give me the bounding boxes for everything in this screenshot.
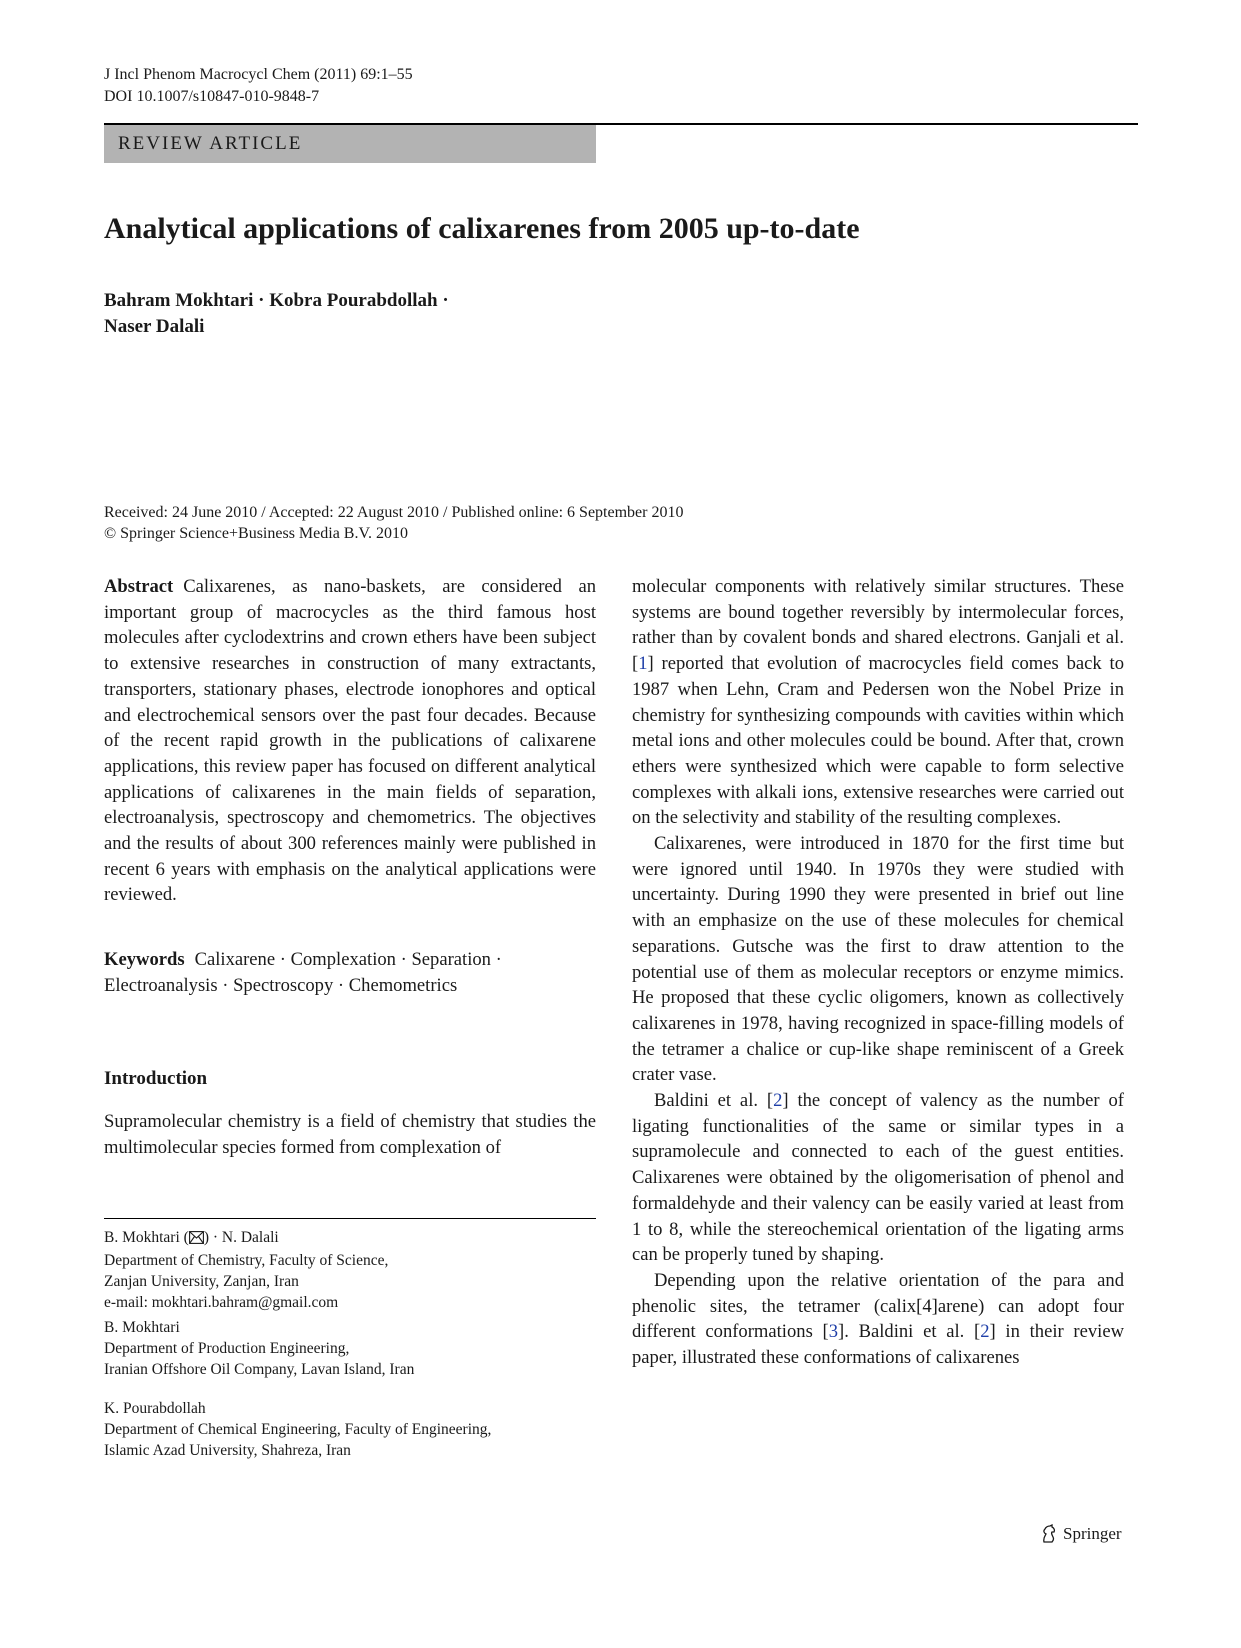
abstract-heading: Abstract [104,576,174,597]
springer-logo [1040,1524,1122,1544]
copyright-line: © Springer Science+Business Media B.V. 2010 [104,525,408,542]
paragraph-2: Calixarenes, were introduced in 1870 for the first time but were ignored until 1940. In 1970s they were studied with uncertainty. During 1990 they were presented in brief out line with an emphasize on the use of these molecules for chemical separations. Gutsche was the first to draw attention to the potential use of them as molecular receptors or enzyme mimics. He proposed that these cyclic oligomers, known as collectively calixarenes in 1978, having recognized in space-filling models of the tetramer a chalice or cup-like shape reminiscent of a Greek crater vase. [632,833,1124,1086]
author-list [104,288,449,340]
introduction-text: Supramolecular chemistry is a field of chemistry that studies the multimolecular species formed from complexation of [104,1111,596,1158]
author-email[interactable]: e-mail: mokhtari.bahram@gmail.com [104,1294,339,1311]
citation-link-3[interactable]: 3 [828,1321,839,1343]
doi-line: DOI 10.1007/s10847-010-9848-7 [104,88,320,105]
introduction-heading: Introduction [104,1068,208,1089]
paragraph-1: molecular components with relatively similar structures. These systems are bound together reversibly by intermolecular forces, rather than by covalent bonds and shared electrons. Ganjali et al. [1] reported that evolution of macrocycles field comes back to 1987 when Lehn, Cram and Pedersen won the Nobel Prize in chemistry for synthesizing compounds with cavities within which metal ions and other molecules could be bound. After that, crown ethers were synthesized which were capable to form selective complexes with alkali ions, extensive researches were carried out on the selectivity and stability of the resulting complexes. [632,576,1124,829]
abstract-block [104,574,596,908]
keywords-text: Calixarene · Complexation · Separation · Electroanalysis · Spectroscopy · Chemometrics [104,949,502,996]
article-title: Analytical applications of calixarenes from 2005 up-to-date [104,212,860,245]
citation-link-1[interactable]: 1 [638,653,648,675]
footnote-rule [104,1218,596,1219]
springer-horse-icon [1040,1524,1058,1544]
affiliation-3: K. Pourabdollah Department of Chemical Engineering, Faculty of Engineering, Islamic Azad University, Shahreza, Iran [104,1400,492,1459]
citation-link-2[interactable]: 2 [773,1090,783,1112]
affiliation-1: B. Mokhtari ( ) · N. Dalali Department of Chemistry, Faculty of Science, Zanjan University, Zanjan, Iran e-mail: mokhtari.bahram@gmail.com [104,1227,624,1313]
journal-line: J Incl Phenom Macrocycl Chem (2011) 69:1–55 [104,66,413,83]
abstract-text: Calixarenes, as nano-baskets, are considered an important group of macrocycles as the third famous host molecules after cyclodextrins and crown ethers have been subject to extensive researches in construction of many extractants, transporters, stationary phases, electrode ionophores and optical and electrochemical sensors over the past four decades. Because of the recent rapid growth in the publications of calixarene applications, this review paper has focused on different analytical applications of calixarenes in the main fields of separation, electroanalysis, spectroscopy and chemometrics. The objectives and the results of about 300 references mainly were published in recent 6 years with emphasis on the analytical applications were reviewed. [104,576,596,906]
paragraph-3: Baldini et al. [2] the concept of valency as the number of ligating functionalities of the same or similar types in a supramolecule and connected to each of the guest entities. Calixarenes were obtained by the oligomerisation of phenol and formaldehyde and their valency can be easily varied at least from 1 to 8, while the stereochemical orientation of the ligating arms can be properly tuned by shaping. [632,1090,1124,1266]
dates-line: Received: 24 June 2010 / Accepted: 22 August 2010 / Published online: 6 September 2010 [104,504,684,521]
journal-citation [104,64,413,108]
author-line-1: Bahram Mokhtari · Kobra Pourabdollah · [104,290,449,311]
citation-link-2b[interactable]: 2 [980,1321,990,1343]
article-type-banner: REVIEW ARTICLE [104,125,596,163]
author-line-2: Naser Dalali [104,316,205,337]
affiliation-2: B. Mokhtari Department of Production Engineering, Iranian Offshore Oil Company, Lavan Island, Iran [104,1319,415,1378]
paragraph-4: Depending upon the relative orientation of the para and phenolic sites, the tetramer (calix[4]arene) can adopt four different conformations [3]. Baldini et al. [2] in their review paper, illustrated these conformations of calixarenes [632,1269,1124,1369]
keywords-block [104,947,596,998]
publication-dates [104,502,683,544]
envelope-icon[interactable] [189,1229,204,1250]
keywords-heading: Keywords [104,949,185,970]
right-column [632,574,1124,1371]
publisher-name: Springer [1063,1524,1122,1543]
introduction-text-block [104,1109,596,1160]
